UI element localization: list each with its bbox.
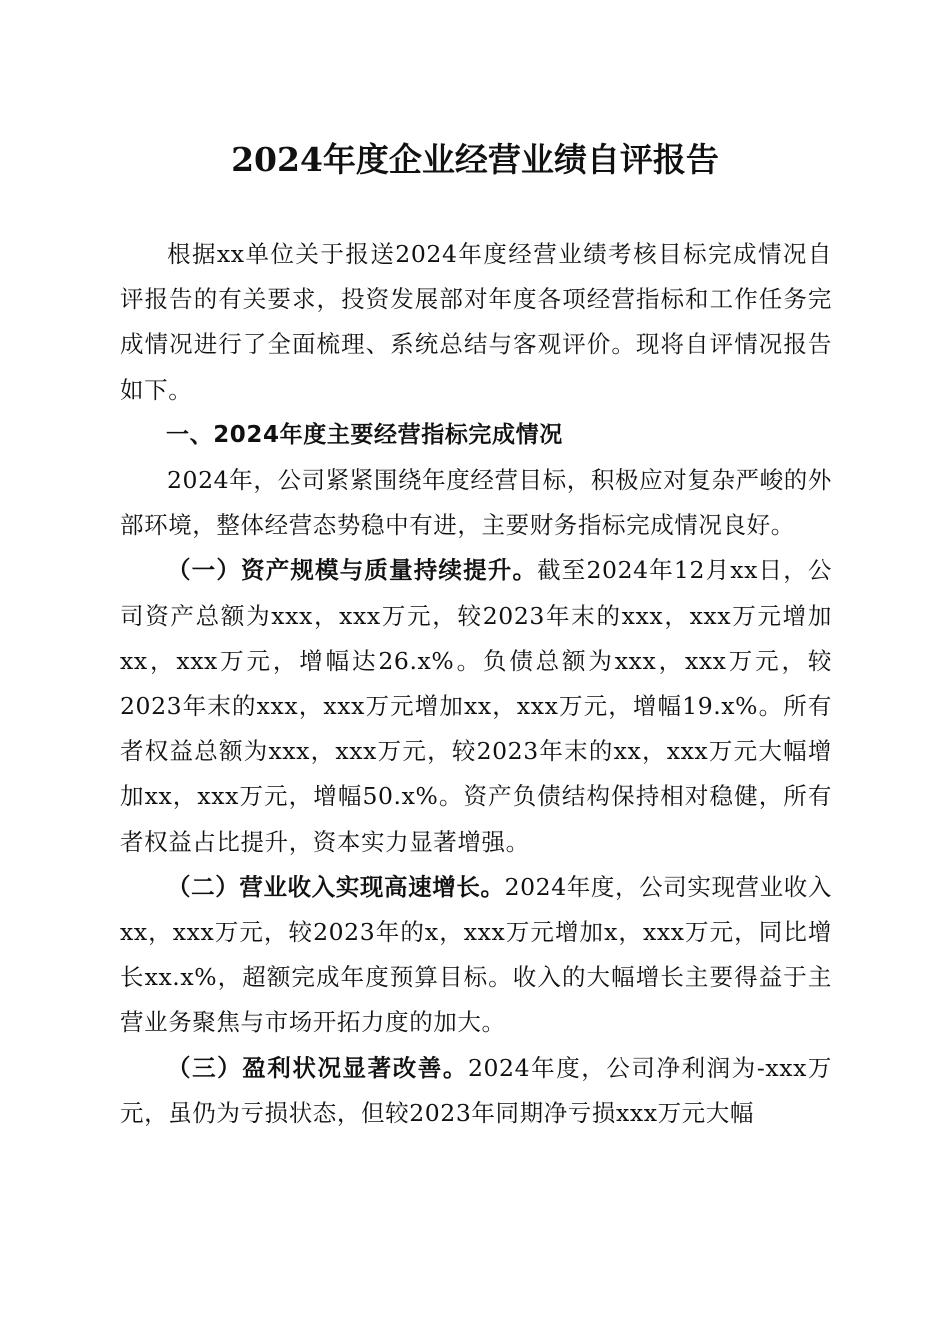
item-2-text: 2024年度，公司实现营业收入xx，xxx万元，较2023年的x，xxx万元增加x，xxx万元，同比增长xx.x%，超额完成年度预算目标。收入的大幅增长主要得益于主营业务聚焦与市场开拓力度的加大。 bbox=[120, 872, 832, 1037]
item-1-paragraph bbox=[120, 548, 832, 864]
item-2-paragraph bbox=[120, 865, 832, 1046]
item-3-text: 2024年度，公司净利润为-xxx万元，虽仍为亏损状态，但较2023年同期净亏损xxx万元大幅 bbox=[120, 1053, 832, 1127]
intro-paragraph: 根据xx单位关于报送2024年度经营业绩考核目标完成情况自评报告的有关要求，投资发展部对年度各项经营指标和工作任务完成情况进行了全面梳理、系统总结与客观评价。现将自评情况报告如下。 bbox=[120, 240, 832, 404]
item-3-label: （三）盈利状况显著改善。 bbox=[167, 1053, 468, 1082]
section-1-summary: 2024年，公司紧紧围绕年度经营目标，积极应对复杂严峻的外部环境，整体经营态势稳中有进，主要财务指标完成情况良好。 bbox=[120, 466, 832, 540]
item-3-paragraph bbox=[120, 1046, 832, 1136]
document-title: 2024年度企业经营业绩自评报告 bbox=[231, 140, 719, 179]
item-2-label: （二）营业收入实现高速增长。 bbox=[167, 872, 505, 901]
item-1-text: 截至2024年12月xx日，公司资产总额为xxx，xxx万元，较2023年末的xxx，xxx万元增加xx，xxx万元，增幅达26.x%。负债总额为xxx，xxx万元，较2023年末的xxx，xxx万元增加xx，xxx万元，增幅19.x%。所有者权益总额为xxx，xxx万元，较2023年末的xx，xxx万元大幅增加xx，xxx万元，增幅50.x%。资产负债结构保持相对稳健，所有者权益占比提升，资本实力显著增强。 bbox=[120, 556, 833, 856]
document-body bbox=[120, 232, 832, 1136]
item-1-label: （一）资产规模与质量持续提升。 bbox=[167, 556, 538, 585]
section-1-heading: 一、2024年度主要经营指标完成情况 bbox=[166, 421, 563, 448]
